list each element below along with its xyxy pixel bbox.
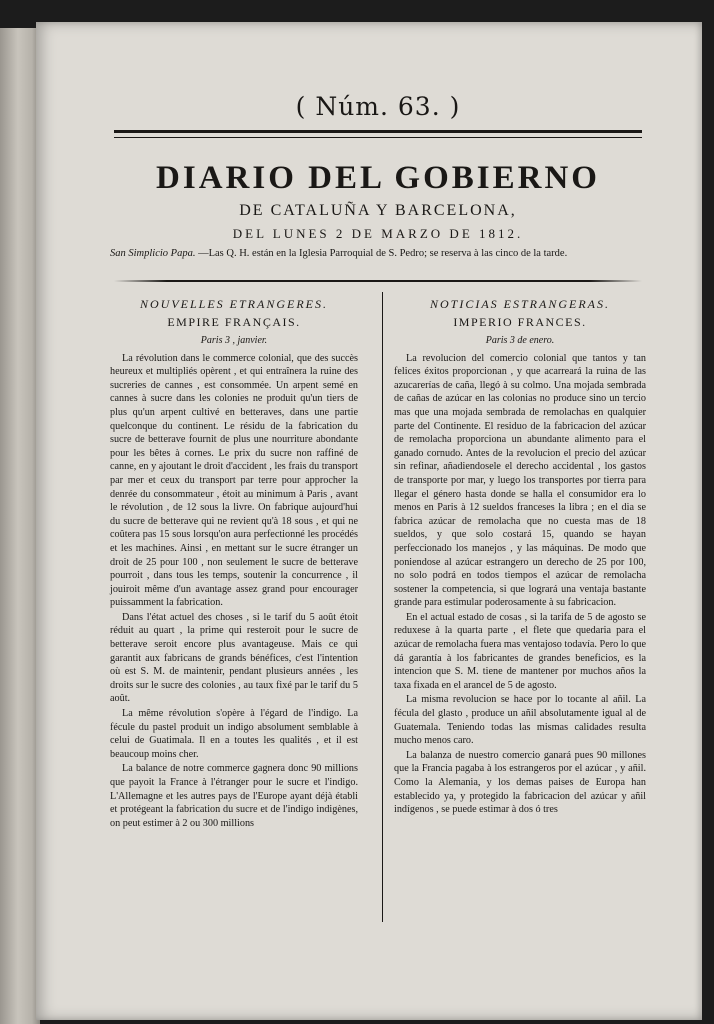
right-paragraph: En el actual estado de cosas , si la tarifa de 5 de agosto se reduxese à la quarta parte , el flete que quedaria para el azúcar de remolacha fuera mas ventajoso todavía. Pero lo que dá garantía à los fabricantes de grandes beneficios, es la intencion que S. M. tiene de mantener por muchos años la taxa fixada en el arancel de 5 de agosto. (394, 611, 646, 691)
saint-notice-text: —Las Q. H. están en la Iglesia Parroquial de S. Pedro; se reserva à las cinco de la tarde. (198, 248, 568, 259)
masthead-title: DIARIO DEL GOBIERNO (156, 160, 600, 196)
newspaper-page (36, 22, 702, 1020)
left-paragraph: Dans l'état actuel des choses , si le tarif du 5 août étoit réduit au quart , la prime qui resteroit pour le sucre de betterave seroit encore plus avantageuse. Mais ce qui garantit aux fabricans de grands bénéfices, c'est l'intention où est S. M. de maintenir, pendant plusieurs années , les droits sur le sucre des colonies , au taux fixé par le tarif du 5 août. (110, 611, 358, 705)
right-paragraph: La misma revolucion se hace por lo tocante al añil. La fécula del glasto , produce un añil absolutamente igual al de Guatemala. Teniendo todas las mismas calidades resulta mucho menos caro. (394, 694, 646, 747)
column-separator (382, 292, 383, 922)
top-rule-thick (114, 130, 642, 133)
previous-page-edge (0, 28, 40, 1024)
right-section-heading: NOTICIAS ESTRANGERAS. (430, 297, 610, 311)
issue-number: ( Núm. 63. ) (295, 92, 461, 121)
masthead-dateline: DEL LUNES 2 DE MARZO DE 1812. (232, 226, 524, 241)
page-content (110, 92, 674, 829)
left-section-heading: NOUVELLES ETRANGERES. (140, 297, 328, 311)
masthead-subtitle: DE CATALUÑA Y BARCELONA, (239, 202, 517, 219)
left-country-heading: EMPIRE FRANÇAIS. (167, 315, 301, 329)
right-column-spanish (394, 296, 646, 818)
left-column-french (110, 296, 358, 831)
left-paragraph: La révolution dans le commerce colonial, que des succès heureux et multipliés opèrent , et qui entraînera la ruine des sucreries de cannes , est consommée. Un arpent semé en cannes à sucre dans les colonies ne produit qu'un tiers de plus qu'un arpent cultivé en betteraves, dans une partie quelconque du continent. Le résidu de la fabrication du sucre de betterave fournit de plus une nourriture abondante pour les bêtes à cornes. Le prix du sucre non raffiné de canne, en y ajoutant le droit d'accident , les frais du transport par mer et ceux du transport par terre pour approcher la denrée du consommateur , étoit au minimum à Paris , avant le révolution , de 12 sous la livre. On fabrique aujourd'hui du sucre de betterave qui ne revient qu'à 18 sous , et qui ne coûtera pas 15 sous lorsqu'on aura perfectionné les procédés et les machines. Ainsi , en mettant sur le sucre étranger un droit de 25 pour 100 , non seulement le sucre de betterave pourroit , dans tous les temps, soutenir la concurrence , il jouiroit même d'un avantage assez grand pour encourager puissamment la fabrication. (110, 352, 358, 609)
saint-name: San Simplicio Papa. (110, 248, 196, 259)
right-paragraph: La revolucion del comercio colonial que tantos y tan felices éxitos proporcionan , y que acarreará la ruina de las azucarerías de caña, llegó à su colmo. Una mojada sembrada de cañas de azúcar en las colonias no produce sino un tercio mas que una mojada sembrada de remolachas en qualquier parte del Continente. El residuo de la fabricacion del azúcar de remolacha proporciona un abundante alimento para el ganado cornudo. Antes de la revolucion el precio del azúcar sin refinar, añadiendosele el derecho accidental , los gastos de transporte por mar, y luego los transportes por tierra para llegar el género hasta donde se halla el consumidor era lo menos en Paris à 12 sueldos franceses la libra ; en el dia se fabrica azúcar de remolacha que no cuesta mas de 18 sueldos, y que solo costará 15, quando se hayan perfeccionado los manejos , y las máquinas. De modo que poniendose al azúcar estrangero un derecho de 25 por 100, no solo podrá en todos tiempos el azúcar de remolacha sostener la competencia, si que logrará una ventaja bastante grande para estimular poderosamente à su fabricacion. (394, 352, 646, 609)
right-country-heading: IMPERIO FRANCES. (453, 315, 587, 329)
left-place-date: Paris 3 , janvier. (200, 335, 268, 346)
right-place-date: Paris 3 de enero. (485, 335, 555, 346)
top-rule-thin (114, 137, 642, 138)
saint-notice (110, 247, 646, 261)
left-paragraph: La même révolution s'opère à l'égard de l'indigo. La fécule du pastel produit un indigo absolument semblable à celui de Guatimala. Il en a toutes les qualités , et il est beaucoup moins cher. (110, 708, 358, 760)
left-paragraph: La balance de notre commerce gagnera donc 90 millions que payoit la France à l'étranger pour le sucre et l'indigo. L'Allemagne et les autres pays de l'Europe ayant déjà établi et protégeant la fabrication du sucre et de l'indigo indigènes, on peut estimer à 2 ou 300 millions (110, 763, 358, 829)
right-paragraph: La balanza de nuestro comercio ganará pues 90 millones que la Francia pagaba à los estrangeros por el azúcar , y añil. Como la Alemania, y los demas paises de Europa han establecido ya, y protegido la fabricacion del azúcar y añil indígenos , se puede estimar à dos ó tres (394, 749, 646, 816)
header-divider (114, 280, 642, 282)
